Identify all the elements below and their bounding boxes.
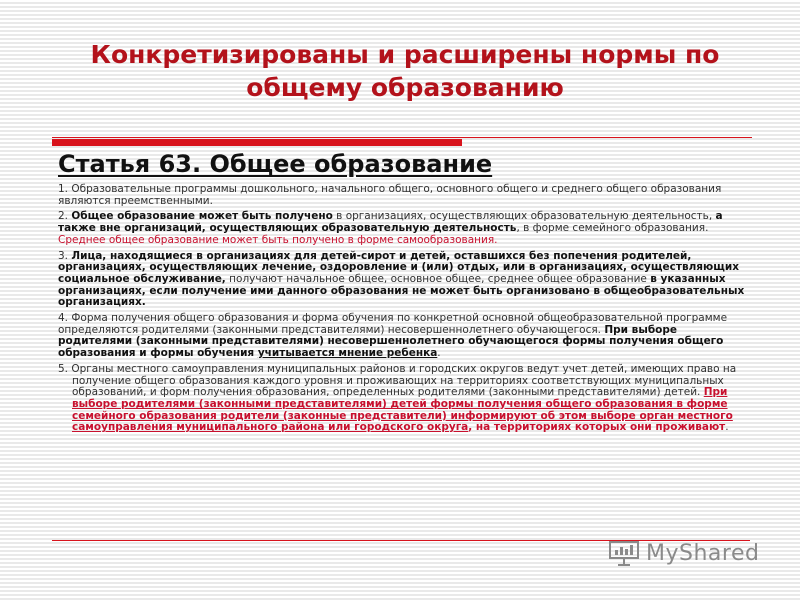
paragraph-3-text-1: получают начальное общее, основное общее, среднее общее образование bbox=[225, 272, 651, 285]
paragraph-2-number: 2. bbox=[58, 210, 72, 223]
article-body bbox=[58, 184, 750, 438]
paragraph-2-text-1: в организациях, осуществляющих образовательную деятельность, bbox=[332, 210, 716, 223]
slide-title bbox=[40, 38, 770, 104]
watermark-text: MyShared bbox=[646, 540, 760, 566]
paragraph-5-highlight-1: При выборе родителями (законными представителями) детей формы получения общего образования в форме семейного образования родители (законные представители) информируют об этом выборе орган местного самоуправления муниципального района или городского округа bbox=[72, 386, 733, 434]
slide-title-line-1: Конкретизированы и расширены нормы по bbox=[90, 40, 720, 69]
paragraph-4-text-1: 4. Форма получения общего образования и форма обучения по конкретной основной общеобразовательной программе определяются родителями (законными представителями) несовершеннолетнего обучающегося. bbox=[58, 312, 728, 336]
paragraph-2-bold-2: а также вне организаций, осуществляющих образовательную деятельность bbox=[58, 210, 723, 235]
article-heading: Статья 63. Общее образование bbox=[58, 150, 493, 178]
paragraph-5-text-1: 5. Органы местного самоуправления муниципальных районов и городских округов ведут учет детей, имеющих право на получение общего образования каждого уровня и проживающих на территориях соответствующих муниципальных образований, и форм получения образования, определенных родителями (законными представителями) детей. bbox=[58, 362, 737, 399]
paragraph-5 bbox=[58, 364, 750, 434]
paragraph-5-highlight-2: , на территориях которых они проживают bbox=[468, 421, 726, 434]
paragraph-4 bbox=[58, 313, 750, 360]
watermark bbox=[608, 540, 759, 566]
presentation-board-icon bbox=[608, 540, 640, 566]
paragraph-4-end: . bbox=[437, 347, 441, 360]
paragraph-3-bold-1: Лица, находящиеся в организациях для детей-сирот и детей, оставшихся без попечения родителей, организациях, осуществляющих лечение, оздоровление и (или) отдых, или в организациях, осуществляющих социальное обслуживание, bbox=[58, 249, 739, 285]
paragraph-4-bold-underlined: учитывается мнение ребенка bbox=[257, 347, 438, 360]
paragraph-2 bbox=[58, 211, 750, 246]
slide-title-line-2: общему образованию bbox=[246, 73, 564, 102]
paragraph-3 bbox=[58, 251, 750, 310]
header-divider-thin bbox=[52, 137, 752, 138]
paragraph-5-end: . bbox=[725, 421, 729, 434]
paragraph-2-highlight: Среднее общее образование может быть получено в форме самообразования. bbox=[58, 233, 498, 246]
paragraph-1: 1. Образовательные программы дошкольного, начального общего, основного общего и среднего общего образования являются преемственными. bbox=[58, 183, 722, 207]
paragraph-4-bold-1: При выборе родителями (законными представителями) несовершеннолетнего обучающегося формы получения общего образования и формы обучения bbox=[58, 323, 724, 360]
header-divider-accent bbox=[52, 139, 462, 146]
paragraph-3-number: 3. bbox=[58, 249, 72, 262]
paragraph-2-bold-1: Общее образование может быть получено bbox=[71, 210, 333, 223]
paragraph-2-text-2: , в форме семейного образования. bbox=[516, 222, 709, 235]
paragraph-3-bold-2: в указанных организациях, если получение ими данного образования не может быть организовано в общеобразовательных организациях. bbox=[58, 272, 745, 309]
